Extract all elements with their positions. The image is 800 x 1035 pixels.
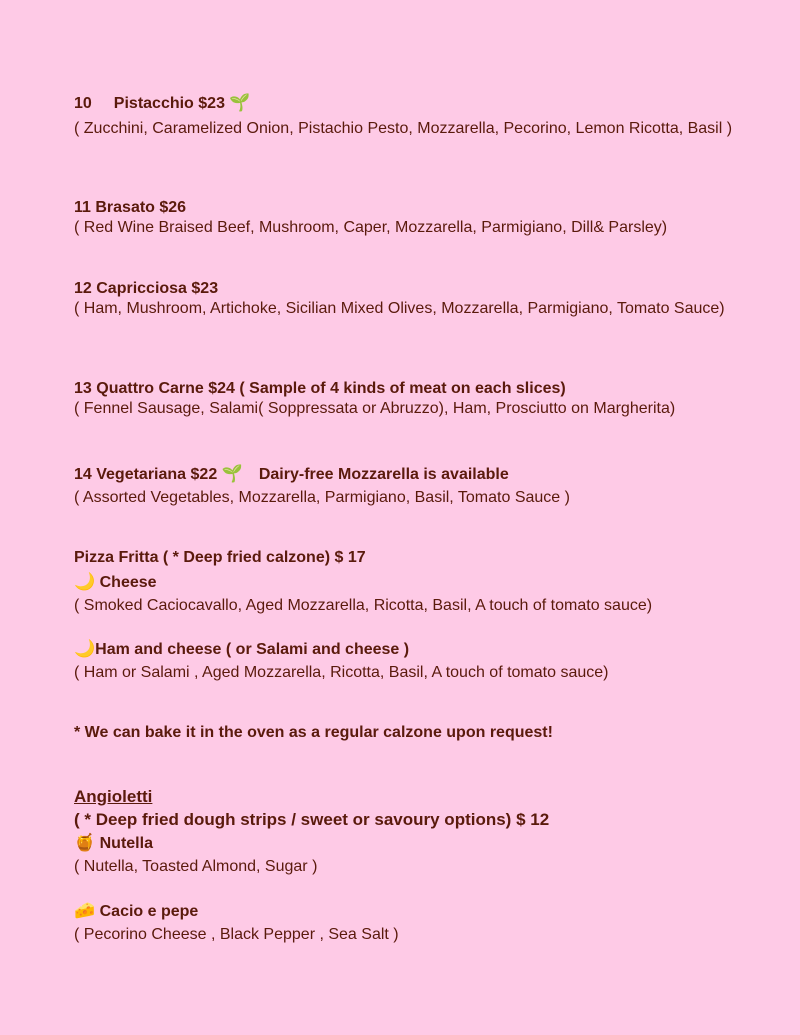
menu-item-brasato	[74, 198, 754, 238]
item-title: 13 Quattro Carne $24 ( Sample of 4 kinds of meat on each slices)	[74, 380, 566, 397]
fritta-note: * We can bake it in the oven as a regular calzone upon request!	[74, 724, 553, 741]
item-number: 10	[74, 95, 92, 112]
crescent-moon-icon: 🌙	[74, 639, 96, 659]
item-name: Pistacchio $23	[113, 95, 225, 112]
option-name: Nutella	[99, 835, 153, 852]
section-angioletti	[74, 786, 754, 943]
menu-item-vegetariana	[74, 464, 754, 508]
option-description: ( Smoked Caciocavallo, Aged Mozzarella, Ricotta, Basil, A touch of tomato sauce)	[74, 597, 653, 614]
menu-item-quattro-carne	[74, 379, 754, 419]
section-subtitle: ( * Deep fried dough strips / sweet or savoury options) $ 12	[74, 810, 550, 829]
option-name: Cacio e pepe	[99, 903, 199, 920]
menu-item-capricciosa	[74, 279, 754, 319]
item-description: ( Assorted Vegetables, Mozzarella, Parmigiano, Basil, Tomato Sauce )	[74, 489, 570, 506]
sprout-icon: 🌱	[229, 93, 251, 113]
item-description: ( Fennel Sausage, Salami( Soppressata or Abruzzo), Ham, Prosciutto on Margherita)	[74, 400, 676, 417]
item-title: 12 Capricciosa $23	[74, 280, 219, 297]
option-description: ( Nutella, Toasted Almond, Sugar )	[74, 858, 318, 875]
item-description: ( Zucchini, Caramelized Onion, Pistachio Pesto, Mozzarella, Pecorino, Lemon Ricotta, Basil )	[74, 120, 733, 137]
angioletti-option-nutella	[74, 833, 754, 877]
item-description: ( Red Wine Braised Beef, Mushroom, Caper, Mozzarella, Parmigiano, Dill& Parsley)	[74, 219, 668, 236]
option-name: Cheese	[99, 574, 157, 591]
fritta-option-cheese	[74, 572, 754, 616]
item-title: 14 Vegetariana $22	[74, 466, 218, 483]
item-note: Dairy-free Mozzarella is available	[258, 466, 509, 483]
item-title: 11 Brasato $26	[74, 199, 187, 216]
option-description: ( Ham or Salami , Aged Mozzarella, Ricotta, Basil, A touch of tomato sauce)	[74, 664, 609, 681]
cheese-wedge-icon: 🧀	[74, 901, 96, 921]
section-pizza-fritta	[74, 548, 754, 741]
crescent-moon-icon: 🌙	[74, 572, 96, 592]
item-description: ( Ham, Mushroom, Artichoke, Sicilian Mixed Olives, Mozzarella, Parmigiano, Tomato Sauce)	[74, 300, 725, 317]
section-title: Angioletti	[74, 787, 153, 806]
option-description: ( Pecorino Cheese , Black Pepper , Sea Salt )	[74, 926, 399, 943]
section-title: Pizza Fritta ( * Deep fried calzone) $ 17	[74, 549, 366, 566]
fritta-option-ham-and-cheese	[74, 639, 754, 683]
honey-pot-icon: 🍯	[74, 833, 96, 853]
menu-item-pistacchio	[74, 93, 754, 139]
sprout-icon: 🌱	[221, 464, 243, 484]
angioletti-option-cacio-e-pepe	[74, 901, 754, 945]
option-name: Ham and cheese ( or Salami and cheese )	[95, 641, 410, 658]
